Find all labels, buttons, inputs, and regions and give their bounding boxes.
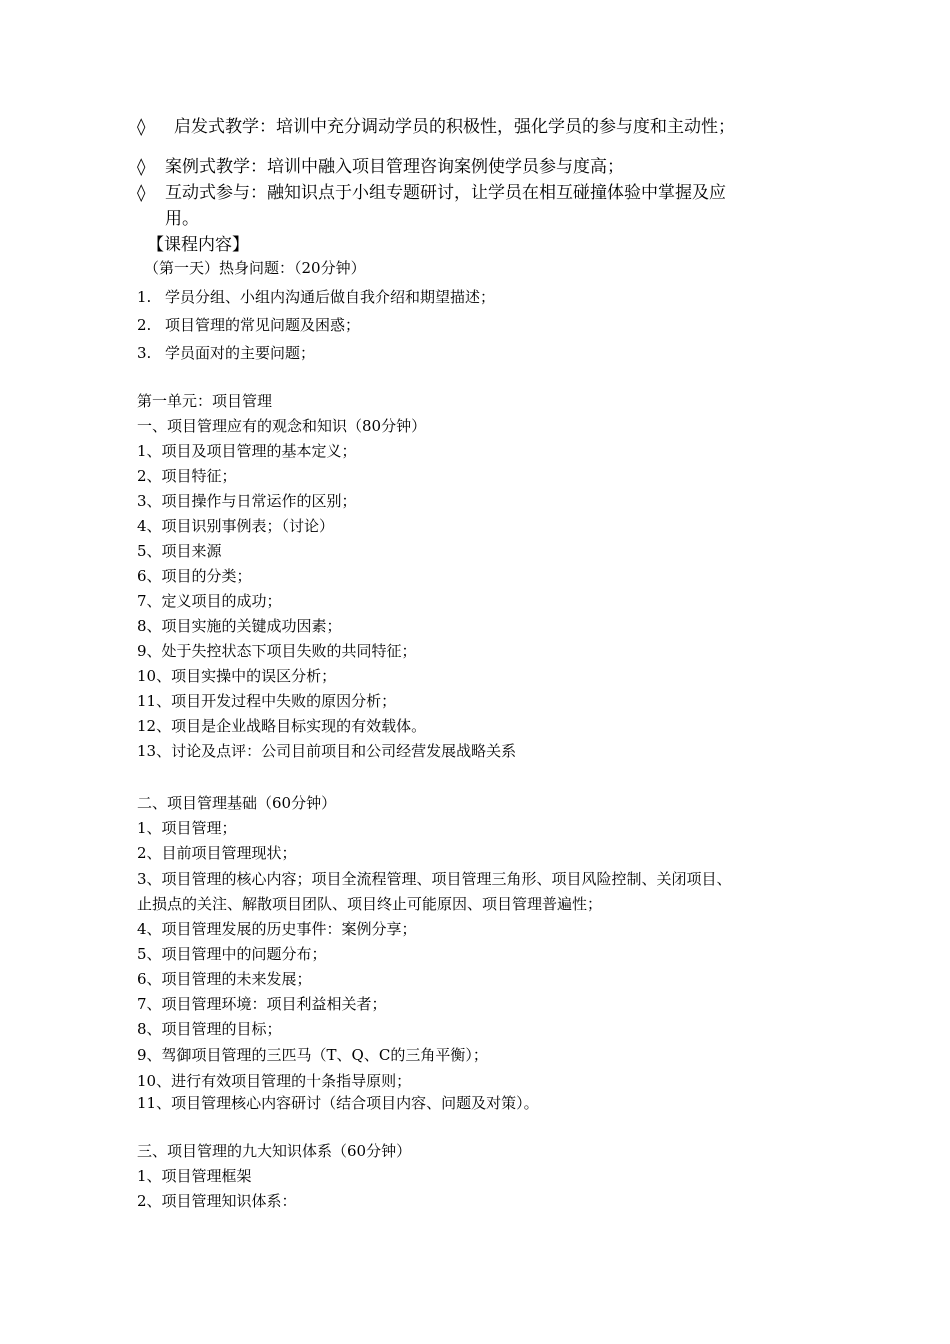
list-item: 4、项目识别事例表；（讨论） [137,517,335,535]
section-title: 【课程内容】 [147,235,249,255]
list-item: 10、项目实操中的误区分析； [137,667,337,685]
list-item: 2、项目特征； [137,467,237,485]
bullet-text: 案例式教学：培训中融入项目管理咨询案例使学员参与度高； [165,157,624,177]
part2-heading: 二、项目管理基础（60分钟） [137,794,337,812]
list-item: 13、讨论及点评：公司目前项目和公司经营发展战略关系 [137,742,517,760]
list-item: 5、项目来源 [137,542,222,560]
list-item: 10、进行有效项目管理的十条指导原则； [137,1072,412,1090]
list-item-continuation: 止损点的关注、解散项目团队、项目终止可能原因、项目管理普遍性； [137,895,603,913]
bullet-text-continuation: 用。 [165,209,199,229]
list-item: 9、驾御项目管理的三匹马（T、Q、C的三角平衡）； [137,1046,488,1064]
list-item: 3、项目操作与日常运作的区别； [137,492,357,510]
list-item: 7、定义项目的成功； [137,592,282,610]
part1-heading: 一、项目管理应有的观念和知识（80分钟） [137,417,427,435]
bullet-text: 启发式教学：培训中充分调动学员的积极性，强化学员的参与度和主动性； [174,117,735,137]
part3-heading: 三、项目管理的九大知识体系（60分钟） [137,1142,412,1160]
list-item: 12、项目是企业战略目标实现的有效载体。 [137,717,427,735]
list-item: 11、项目开发过程中失败的原因分析； [137,692,397,710]
list-item: 1、项目管理框架 [137,1167,252,1185]
list-item: 1、项目及项目管理的基本定义； [137,442,357,460]
list-item: 8、项目管理的目标； [137,1020,282,1038]
list-number: 2. [137,316,152,334]
list-item: 11、项目管理核心内容研讨（结合项目内容、问题及对策）。 [137,1094,539,1112]
unit-title: 第一单元：项目管理 [137,392,273,410]
list-item: 项目管理的常见问题及困惑； [165,316,361,334]
list-number: 1. [137,288,152,306]
list-item: 2、项目管理知识体系： [137,1192,297,1210]
list-item: 学员分组、小组内沟通后做自我介绍和期望描述； [165,288,496,306]
list-number: 3. [137,344,152,362]
bullet-diamond-icon: ◊ [137,117,146,137]
list-item: 4、项目管理发展的历史事件：案例分享； [137,920,417,938]
list-item: 8、项目实施的关键成功因素； [137,617,342,635]
list-item: 6、项目的分类； [137,567,252,585]
list-item: 1、项目管理； [137,819,237,837]
bullet-diamond-icon: ◊ [137,183,146,203]
day1-heading: （第一天）热身问题：（20分钟） [144,259,366,277]
list-item: 6、项目管理的未来发展； [137,970,312,988]
list-item: 5、项目管理中的问题分布； [137,945,327,963]
list-item: 学员面对的主要问题； [165,344,316,362]
list-item: 7、项目管理环境：项目利益相关者； [137,995,387,1013]
bullet-text: 互动式参与：融知识点于小组专题研讨，让学员在相互碰撞体验中掌握及应 [165,183,726,203]
bullet-diamond-icon: ◊ [137,157,146,177]
list-item: 2、目前项目管理现状； [137,844,297,862]
list-item: 3、项目管理的核心内容；项目全流程管理、项目管理三角形、项目风险控制、关闭项目、 [137,870,732,888]
list-item: 9、处于失控状态下项目失败的共同特征； [137,642,417,660]
